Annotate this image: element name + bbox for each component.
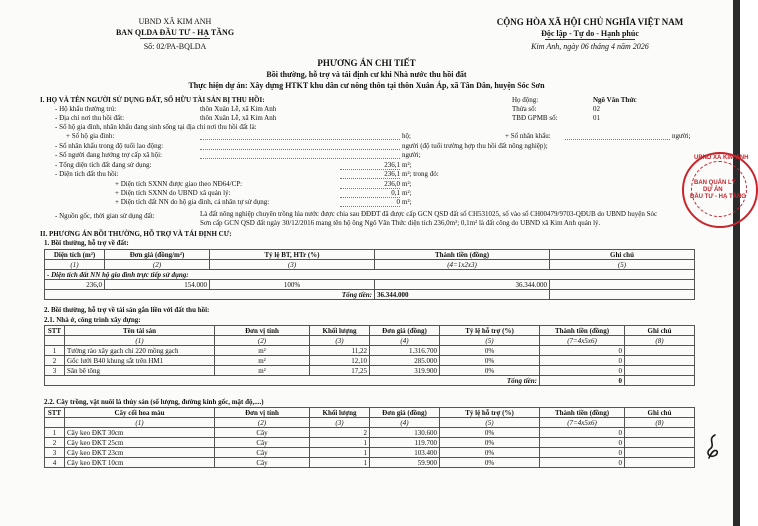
cell-unit: m² — [215, 366, 310, 376]
cell-stt: 2 — [45, 356, 65, 366]
cell-tree-name: Cây keo ĐKT 10cm — [65, 458, 215, 468]
total-label: Tổng tiền: — [45, 290, 375, 300]
cell-rate: 0% — [440, 366, 540, 376]
column-header: Khối lượng — [310, 408, 370, 418]
table-row — [45, 448, 695, 458]
cell-quantity: 12,10 — [310, 356, 370, 366]
member-count-blank — [565, 139, 670, 140]
column-header: STT — [45, 408, 65, 418]
cell-note — [625, 346, 695, 356]
recovered-area-unit: m²; trong đó: — [402, 170, 439, 178]
commune-area-label: + Diện tích SXNN do UBND xã quản lý: — [115, 189, 231, 197]
plot-number-value: 02 — [593, 105, 600, 113]
table-header-row — [45, 250, 695, 260]
column-number: (3) — [310, 418, 370, 428]
cell-quantity: 1 — [310, 458, 370, 468]
column-number: (2) — [215, 336, 310, 346]
cell-stt: 2 — [45, 438, 65, 448]
asset-compensation-heading: 2. Bồi thường, hỗ trợ về tài sản gắn liền với đất thu hồi: — [44, 306, 210, 314]
cell-unit: Cây — [215, 438, 310, 448]
cell-unit: Cây — [215, 458, 310, 468]
seal-center-line2: DỰ ÁN — [703, 187, 723, 193]
seal-center-line1: BAN QUẢN LÝ — [694, 180, 736, 186]
map-sheet-label: TBĐ GPMB số: — [512, 114, 558, 122]
motto-underline — [545, 39, 635, 40]
total-area-value: 236,1 — [340, 161, 400, 170]
seal-center-line3: ĐẦU TƯ - HẠ TẦNG — [690, 194, 746, 200]
column-number: (8) — [625, 418, 695, 428]
cell-quantity: 1 — [310, 448, 370, 458]
cell-amount: 0 — [540, 356, 625, 366]
authority-line1: UBND XÃ KIM ANH — [138, 17, 212, 26]
commune-area-value: 0,1 — [340, 189, 400, 198]
buildings-table — [44, 325, 695, 386]
column-header: Thành tiền (đồng) — [540, 326, 625, 336]
table-row — [45, 280, 695, 290]
place-date: Kim Anh, ngày 06 tháng 4 năm 2026 — [531, 42, 649, 51]
land-compensation-table — [44, 249, 695, 300]
cell-amount: 36.344.000 — [375, 280, 550, 290]
cell-unit-price: 319.900 — [370, 366, 440, 376]
household-label: Họ động: — [512, 96, 539, 104]
authority-line2: BAN QLDA ĐẦU TƯ - HẠ TẦNG — [115, 28, 235, 37]
cell-amount: 0 — [540, 428, 625, 438]
column-header: Thành tiền (đồng) — [540, 408, 625, 418]
cell-amount: 0 — [540, 458, 625, 468]
total-value: 0 — [540, 376, 625, 386]
column-number: (8) — [625, 336, 695, 346]
table-total-row — [45, 376, 695, 386]
column-header: Tỷ lệ BT, HTr (%) — [210, 250, 375, 260]
social-allowance-label: - Số người đang hưởng trợ cấp xã hội: — [55, 151, 162, 159]
cell-note — [625, 438, 695, 448]
cell-quantity: 1 — [310, 438, 370, 448]
residence-label: - Hộ khẩu thường trú: — [55, 105, 117, 113]
table-numbering-row — [45, 260, 695, 270]
column-header: Đơn giá (đồng/m²) — [105, 250, 210, 260]
column-number: (2) — [215, 418, 310, 428]
column-header: Ghi chú — [550, 250, 695, 260]
cell-asset-name: Tường rào xây gạch chỉ 220 mồng gạch — [65, 346, 215, 356]
cell-rate: 0% — [440, 356, 540, 366]
document-subtitle: Bồi thường, hỗ trợ và tái định cư khi Nhà nước thu hồi đất — [266, 70, 467, 79]
table-row — [45, 438, 695, 448]
total-value: 36.344.000 — [375, 290, 550, 300]
cell-quantity: 17,25 — [310, 366, 370, 376]
section1-heading: I. HỌ VÀ TÊN NGƯỜI SỬ DỤNG ĐẤT, SỐ HỮU TÀI SẢN BỊ THU HỒI: — [40, 96, 265, 104]
cell-unit-price: 285.000 — [370, 356, 440, 366]
column-number: (5) — [440, 336, 540, 346]
cell-amount: 0 — [540, 438, 625, 448]
social-allowance-unit: người; — [402, 151, 421, 159]
household-count-label: + Số hộ gia đình: — [66, 132, 115, 140]
column-number: (4) — [370, 336, 440, 346]
cell-tree-name: Cây keo ĐKT 25cm — [65, 438, 215, 448]
cell-empty — [550, 290, 695, 300]
cell-unit-price: 1.316.700 — [370, 346, 440, 356]
self-use-area-label: + Diện tích đất NN do hộ gia đình, cá nhân tự sử dụng: — [115, 198, 270, 206]
column-number: (1) — [65, 418, 215, 428]
commune-area-unit: m²; — [402, 189, 412, 197]
cell-stt: 4 — [45, 458, 65, 468]
cell-rate: 0% — [440, 448, 540, 458]
column-header: STT — [45, 326, 65, 336]
sxnn-area-value: 236,0 — [340, 180, 400, 189]
table-numbering-row — [45, 336, 695, 346]
column-number: (4=1x2x3) — [375, 260, 550, 270]
cell-unit: m² — [215, 346, 310, 356]
trees-table — [44, 407, 695, 468]
cell-stt: 1 — [45, 428, 65, 438]
column-number: (4) — [370, 418, 440, 428]
column-number — [45, 336, 65, 346]
nation-title: CỘNG HÒA XÃ HỘI CHỦ NGHĨA VIỆT NAM — [496, 17, 684, 27]
column-number: (7=4x5x6) — [540, 418, 625, 428]
cell-amount: 0 — [540, 366, 625, 376]
social-allowance-blank — [200, 158, 400, 159]
project-title: Thực hiện dự án: Xây dựng HTKT khu dân cư nông thôn tại thôn Xuân Áp, xã Tân Dân, huyện Sóc Sơn — [188, 81, 545, 90]
table-row — [45, 356, 695, 366]
cell-stt: 3 — [45, 366, 65, 376]
cell-note — [625, 458, 695, 468]
cell-rate: 0% — [440, 346, 540, 356]
column-header: Đơn giá (đồng) — [370, 326, 440, 336]
land-group-label: - Diện tích đất NN hộ gia đình trực tiếp sử dụng: — [45, 270, 695, 280]
column-number: (1) — [65, 336, 215, 346]
total-area-unit: m²; — [402, 161, 412, 169]
column-header: Ghi chú — [625, 408, 695, 418]
table-row — [45, 366, 695, 376]
land-address-label: - Địa chỉ nơi thu hồi đất: — [55, 114, 125, 122]
plot-number-label: Thửa số: — [512, 105, 537, 113]
cell-amount: 0 — [540, 448, 625, 458]
cell-note — [625, 448, 695, 458]
cell-asset-name: Sân bê tông — [65, 366, 215, 376]
cell-unit-price: 130.600 — [370, 428, 440, 438]
cell-rate: 0% — [440, 438, 540, 448]
cell-rate: 0% — [440, 458, 540, 468]
seal-ring-text: UBND XÃ KIM ANH — [694, 155, 749, 161]
cell-note — [625, 356, 695, 366]
column-number: (7=4x5x6) — [540, 336, 625, 346]
handwritten-initial-mark — [701, 432, 723, 462]
column-number: (2) — [105, 260, 210, 270]
self-use-area-unit: m²; — [402, 198, 412, 206]
cell-area: 236,0 — [45, 280, 105, 290]
cell-stt: 1 — [45, 346, 65, 356]
cell-unit-price: 154.000 — [105, 280, 210, 290]
cell-rate: 100% — [210, 280, 375, 290]
column-number: (5) — [550, 260, 695, 270]
column-number: (1) — [45, 260, 105, 270]
trees-heading: 2.2. Cây trồng, vật nuôi là thủy sản (số lượng, đường kính gốc, mật độ,....) — [44, 398, 264, 406]
cell-tree-name: Cây keo ĐKT 23cm — [65, 448, 215, 458]
household-name: Ngô Văn Thức — [593, 96, 637, 104]
column-number: (3) — [210, 260, 375, 270]
cell-unit-price: 59.900 — [370, 458, 440, 468]
member-unit: người; — [672, 132, 691, 140]
table-group-row — [45, 270, 695, 280]
cell-unit-price: 103.400 — [370, 448, 440, 458]
cell-quantity: 2 — [310, 428, 370, 438]
cell-unit-price: 119.700 — [370, 438, 440, 448]
column-header: Diện tích (m²) — [45, 250, 105, 260]
column-header: Tên tài sản — [65, 326, 215, 336]
land-origin-line1: Là đất nông nghiệp chuyên trồng lúa nước được chia sau ĐĐĐT đã được cấp GCN QSD đất số CH531025, số vào sổ CH00479/9703-QĐUB do UBND huyện Sóc — [200, 210, 658, 218]
total-area-label: - Tổng diện tích đất đang sử dụng: — [55, 161, 152, 169]
cell-note — [625, 366, 695, 376]
table-header-row — [45, 326, 695, 336]
total-label: Tổng tiền: — [45, 376, 540, 386]
cell-quantity: 11,22 — [310, 346, 370, 356]
labour-age-note: người (độ tuổi trường hợp thu hồi đất nông nghiệp); — [402, 142, 548, 150]
official-seal — [682, 152, 758, 228]
sxnn-area-unit: m²; — [402, 180, 412, 188]
scan-edge — [733, 0, 740, 526]
column-number — [45, 418, 65, 428]
cell-empty — [625, 376, 695, 386]
table-row — [45, 346, 695, 356]
table-row — [45, 458, 695, 468]
member-count-label: + Số nhân khẩu: — [505, 132, 551, 140]
document-number: Số: 02/PA-BQLDA — [143, 42, 207, 51]
labour-age-blank — [200, 149, 400, 150]
land-origin-label: - Nguồn gốc, thời gian sử dụng đất: — [55, 212, 155, 220]
cell-tree-name: Cây keo ĐKT 30cm — [65, 428, 215, 438]
column-header: Đơn vị tính — [215, 408, 310, 418]
cell-unit: Cây — [215, 428, 310, 438]
cell-stt: 3 — [45, 448, 65, 458]
household-count-intro: - Số hộ gia đình, nhân khẩu đang sinh sống tại địa chỉ nơi thu hồi đất là: — [55, 123, 257, 131]
column-header: Cây cối hoa màu — [65, 408, 215, 418]
column-header: Tỷ lệ hỗ trợ (%) — [440, 326, 540, 336]
column-number: (3) — [310, 336, 370, 346]
table-header-row — [45, 408, 695, 418]
land-address-value: thôn Xuân Lễ, xã Kim Anh — [200, 114, 277, 122]
column-number: (5) — [440, 418, 540, 428]
table-row — [45, 428, 695, 438]
table-numbering-row — [45, 418, 695, 428]
residence-value: thôn Xuân Lễ, xã Kim Anh — [200, 105, 277, 113]
cell-amount: 0 — [540, 346, 625, 356]
column-header: Khối lượng — [310, 326, 370, 336]
cell-rate: 0% — [440, 428, 540, 438]
household-count-blank — [200, 139, 400, 140]
cell-unit: Cây — [215, 448, 310, 458]
buildings-heading: 2.1. Nhà ở, công trình xây dựng: — [44, 316, 141, 324]
column-header: Tỷ lệ hỗ trợ (%) — [440, 408, 540, 418]
column-header: Đơn giá (đồng) — [370, 408, 440, 418]
recovered-area-label: - Diện tích đất thu hồi: — [55, 170, 119, 178]
map-sheet-value: 01 — [593, 114, 600, 122]
land-compensation-heading: 1. Bồi thường, hỗ trợ về đất: — [44, 239, 129, 247]
column-header: Đơn vị tính — [215, 326, 310, 336]
cell-unit: m² — [215, 356, 310, 366]
cell-asset-name: Gốc lưới B40 khung sắt trên HM1 — [65, 356, 215, 366]
self-use-area-value: 0 — [340, 198, 400, 207]
cell-note — [625, 428, 695, 438]
column-header: Ghi chú — [625, 326, 695, 336]
authority-underline — [140, 38, 210, 39]
document-title: PHƯƠNG ÁN CHI TIẾT — [317, 58, 416, 68]
labour-age-label: - Số nhân khẩu trong độ tuổi lao động: — [55, 142, 164, 150]
sxnn-area-label: + Diện tích SXNN được giao theo NĐ64/CP: — [115, 180, 243, 188]
cell-note — [550, 280, 695, 290]
table-total-row — [45, 290, 695, 300]
nation-motto: Độc lập - Tự do - Hạnh phúc — [541, 29, 639, 38]
column-header: Thành tiền (đồng) — [375, 250, 550, 260]
land-origin-line2: Sơn cấp GCN QSD đất ngày 30/12/2016 mang tên hộ ông Ngô Văn Thức diện tích 236,0m²; 0,1m² là đất công do UBND xã Kim Anh quản lý. — [200, 219, 601, 227]
household-unit: hộ; — [402, 132, 411, 140]
section2-heading: II. PHƯƠNG ÁN BỒI THƯỜNG, HỖ TRỢ VÀ TÁI ĐỊNH CƯ: — [40, 230, 232, 238]
recovered-area-value: 236,1 — [340, 170, 400, 179]
